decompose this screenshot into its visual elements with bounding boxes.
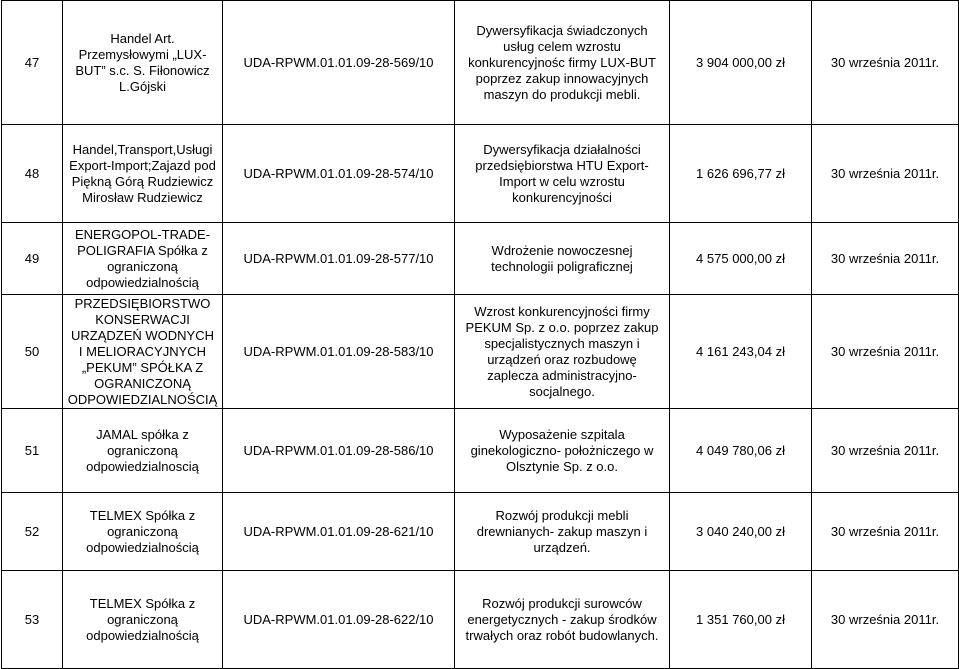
funding-amount: 1 626 696,77 zł [670, 125, 812, 223]
funding-amount: 4 049 780,06 zł [670, 409, 812, 493]
funding-amount: 4 575 000,00 zł [670, 223, 812, 295]
project-title: Dywersyfikacja świadczonych usług celem wzrostu konkurencyjnośc firmy LUX-BUT poprzez zakup innowacyjnych maszyn do produkcji mebli. [468, 22, 656, 102]
beneficiary-cell [63, 409, 223, 493]
beneficiary-cell [63, 1, 223, 125]
row-number: 52 [2, 493, 63, 571]
signing-date: 30 września 2011r. [812, 409, 959, 493]
grants-table [1, 0, 959, 669]
project-cell [455, 409, 670, 493]
project-cell [455, 125, 670, 223]
table-row [2, 223, 959, 295]
contract-number: UDA-RPWM.01.01.09-28-586/10 [223, 409, 455, 493]
funding-amount: 3 040 240,00 zł [670, 493, 812, 571]
signing-date: 30 września 2011r. [812, 1, 959, 125]
row-number: 47 [2, 1, 63, 125]
signing-date: 30 września 2011r. [812, 295, 959, 409]
contract-number: UDA-RPWM.01.01.09-28-574/10 [223, 125, 455, 223]
row-number: 48 [2, 125, 63, 223]
beneficiary-name: TELMEX Spółka z ograniczoną odpowiedzialnością [86, 595, 199, 643]
contract-number: UDA-RPWM.01.01.09-28-622/10 [223, 571, 455, 669]
beneficiary-name: Handel,Transport,Usługi Export-Import;Zajazd pod Piękną Górą Rudziewicz Mirosław Rudziewicz [69, 141, 216, 205]
beneficiary-cell [63, 571, 223, 669]
project-title: Wyposażenie szpitala ginekologiczno- położniczego w Olsztynie Sp. z o.o. [470, 426, 654, 474]
contract-number: UDA-RPWM.01.01.09-28-569/10 [223, 1, 455, 125]
project-title: Wzrost konkurencyjności firmy PEKUM Sp. z o.o. poprzez zakup specjalistycznych maszyn i urządzeń oraz rozbudowę zaplecza administracyjno- socjalnego. [465, 303, 659, 399]
table-row [2, 1, 959, 125]
signing-date: 30 września 2011r. [812, 493, 959, 571]
beneficiary-name: ENERGOPOL-TRADE- POLIGRAFIA Spółka z ograniczoną odpowiedzialnością [74, 226, 211, 290]
table-row [2, 409, 959, 493]
beneficiary-cell [63, 493, 223, 571]
funding-amount: 3 904 000,00 zł [670, 1, 812, 125]
project-cell [455, 493, 670, 571]
beneficiary-name: Handel Art. Przemysłowymi „LUX- BUT” s.c. S. Fiłonowicz L.Gójski [75, 30, 210, 94]
funding-amount: 4 161 243,04 zł [670, 295, 812, 409]
beneficiary-name: PRZEDSIĘBIORSTWO KONSERWACJI URZĄDZEŃ WODNYCH I MELIORACYJNYCH „PEKUM” SPÓŁKA Z OGRANICZONĄ ODPOWIEDZIALNOŚCIĄ [67, 295, 218, 407]
table-row [2, 493, 959, 571]
signing-date: 30 września 2011r. [812, 223, 959, 295]
funding-amount: 1 351 760,00 zł [670, 571, 812, 669]
project-title: Wdrożenie nowoczesnej technologii poligraficznej [491, 242, 633, 274]
project-cell [455, 1, 670, 125]
contract-number: UDA-RPWM.01.01.09-28-583/10 [223, 295, 455, 409]
project-title: Dywersyfikacja działalności przedsiębiorstwa HTU Export- Import w celu wzrostu konkurencyjności [475, 141, 649, 205]
table-row [2, 295, 959, 409]
beneficiary-cell [63, 295, 223, 409]
contract-number: UDA-RPWM.01.01.09-28-621/10 [223, 493, 455, 571]
row-number: 53 [2, 571, 63, 669]
row-number: 50 [2, 295, 63, 409]
project-cell [455, 571, 670, 669]
contract-number: UDA-RPWM.01.01.09-28-577/10 [223, 223, 455, 295]
row-number: 49 [2, 223, 63, 295]
project-cell [455, 295, 670, 409]
signing-date: 30 września 2011r. [812, 571, 959, 669]
project-title: Rozwój produkcji mebli drewnianych- zakup maszyn i urządzeń. [476, 507, 648, 555]
table-row [2, 571, 959, 669]
beneficiary-name: TELMEX Spółka z ograniczoną odpowiedzialnością [86, 507, 199, 555]
project-title: Rozwój produkcji surowców energetycznych - zakup środków trwałych oraz robót budowlanych. [465, 595, 659, 643]
table-row [2, 125, 959, 223]
beneficiary-name: JAMAL spółka z ograniczoną odpowiedzialnoscią [86, 426, 199, 474]
row-number: 51 [2, 409, 63, 493]
beneficiary-cell [63, 223, 223, 295]
beneficiary-cell [63, 125, 223, 223]
signing-date: 30 września 2011r. [812, 125, 959, 223]
project-cell [455, 223, 670, 295]
